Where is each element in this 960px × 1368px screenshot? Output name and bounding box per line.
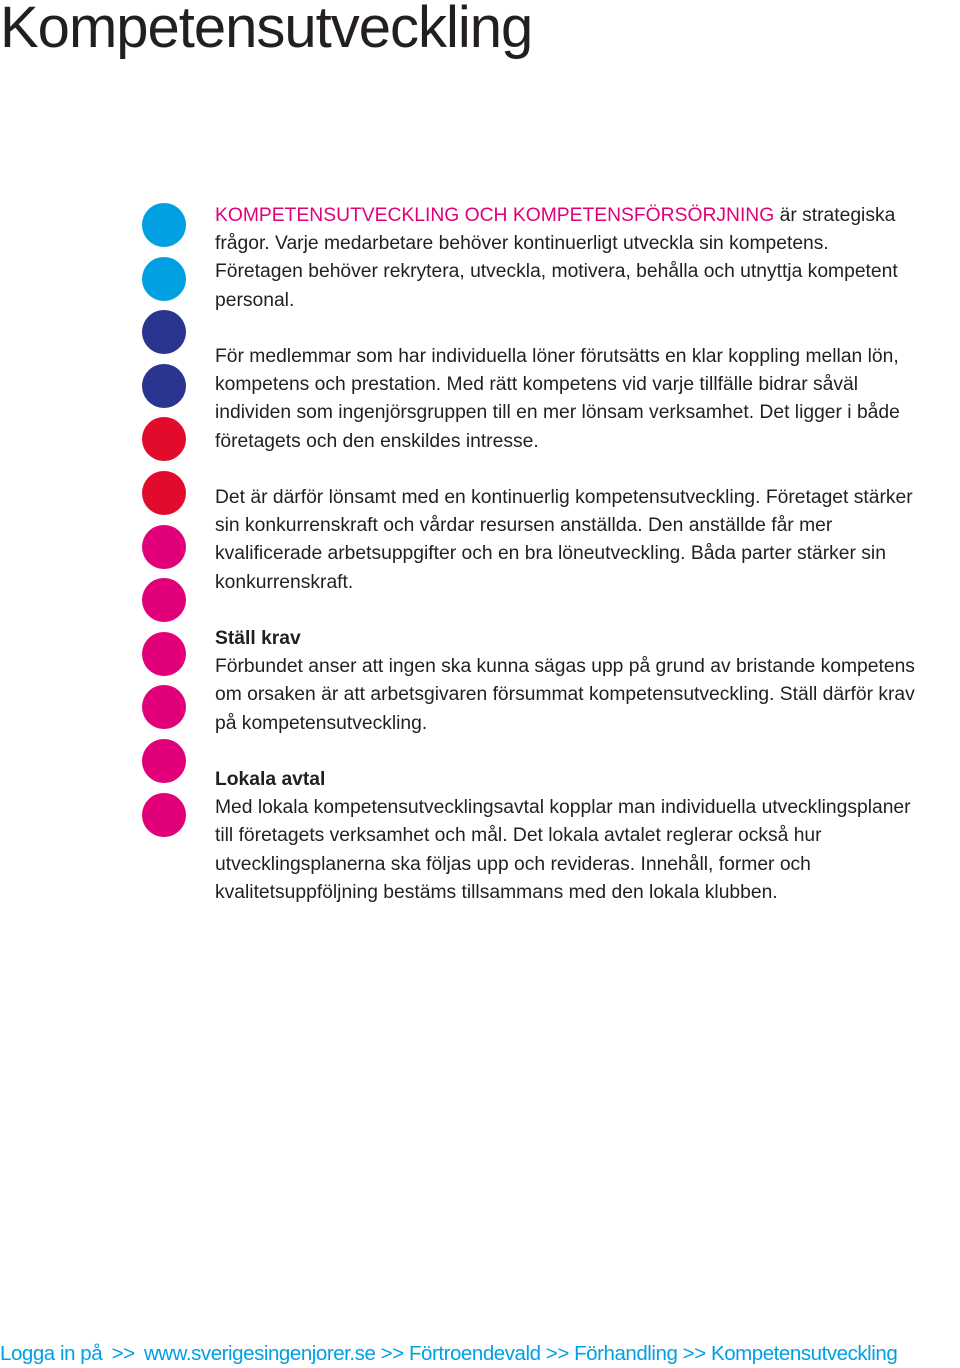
breadcrumb-separator: >> [111, 1342, 135, 1365]
paragraph-salary: För medlemmar som har individuella löner förutsätts en klar koppling mellan lön, kompetens och prestation. Med rätt kompetens vid varje tillfälle bidrar såväl individen som ingenjörsgruppen till en mer lönsam verksamhet. Det ligger i både företagets och den enskildes intresse. [215, 346, 900, 452]
footer-breadcrumb [0, 1340, 960, 1368]
intro-text: är strategiska frågor. Varje medarbetare behöver kontinuerligt utveckla sin kompetens. Företagen behöver rekrytera, utveckla, motivera, behålla och utnyttja kompetent personal. [215, 205, 898, 311]
dot-magenta [142, 632, 186, 676]
breadcrumb-separator: >> [682, 1342, 706, 1365]
dot-magenta [142, 578, 186, 622]
section-stall-krav [215, 625, 915, 738]
dot-navy [142, 310, 186, 354]
section-heading: Lokala avtal [215, 769, 326, 790]
page-title: Kompetensutveckling [0, 0, 533, 60]
breadcrumb-link-fortroendevald[interactable]: Förtroendevald [408, 1342, 541, 1365]
dot-cyan [142, 203, 186, 247]
dot-red [142, 471, 186, 515]
intro-paragraph [215, 202, 915, 315]
decorative-dot-column [142, 203, 186, 823]
dot-navy [142, 364, 186, 408]
breadcrumb-separator: >> [545, 1342, 569, 1365]
main-content [215, 202, 915, 935]
dot-magenta [142, 525, 186, 569]
dot-magenta [142, 739, 186, 783]
section-body: Med lokala kompetensutvecklingsavtal kopplar man individuella utvecklingsplaner till företagets verksamhet och mål. Det lokala avtalet reglerar också hur utvecklingsplanerna ska följas upp och revideras. Innehåll, former och kvalitetsuppföljning bestäms tillsammans med den lokala klubben. [215, 797, 911, 903]
paragraph-profitability: Det är därför lönsamt med en kontinuerlig kompetensutveckling. Företaget stärker sin konkurrenskraft och vårdar resursen anställda. Den anställde får mer kvalificerade arbetsuppgifter och en bra löneutveckling. Båda parter stärker sin konkurrenskraft. [215, 487, 913, 593]
section-heading: Ställ krav [215, 628, 301, 649]
dot-magenta [142, 685, 186, 729]
dot-magenta [142, 793, 186, 837]
footer-prefix: Logga in på [0, 1342, 103, 1365]
breadcrumb-separator: >> [380, 1342, 404, 1365]
dot-cyan [142, 257, 186, 301]
section-body: Förbundet anser att ingen ska kunna sägas upp på grund av bristande kompetens om orsaken är att arbetsgivaren försummat kompetensutveckling. Ställ därför krav på kompetensutveckling. [215, 656, 915, 734]
breadcrumb-link-kompetensutveckling[interactable]: Kompetensutveckling [710, 1342, 898, 1365]
breadcrumb-link-site[interactable]: www.sverigesingenjorer.se [143, 1342, 376, 1365]
dot-red [142, 417, 186, 461]
section-lokala-avtal [215, 766, 915, 907]
intro-lead: KOMPETENSUTVECKLING OCH KOMPETENSFÖRSÖRJNING [215, 205, 775, 226]
breadcrumb-link-forhandling[interactable]: Förhandling [574, 1342, 678, 1365]
